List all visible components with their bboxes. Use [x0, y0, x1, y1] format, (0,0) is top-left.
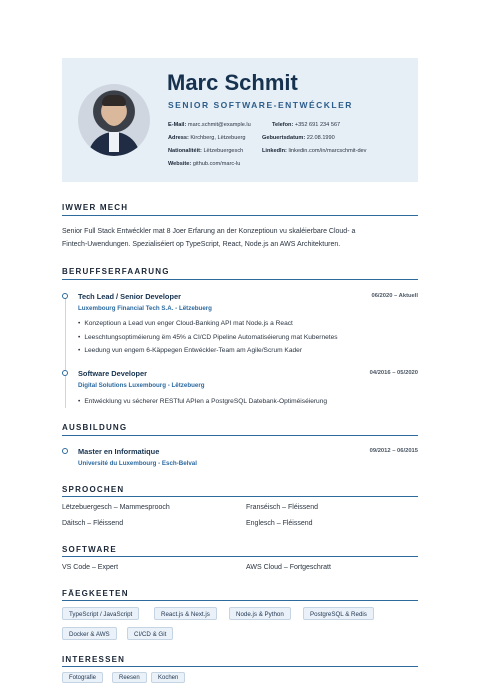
linkedin-label: LinkedIn: — [262, 148, 287, 154]
email-value[interactable]: marc.schmit@example.lu — [187, 122, 251, 128]
job-1-title: Tech Lead / Senior Developer — [78, 292, 181, 301]
job-2-marker — [62, 370, 68, 376]
linkedin-line — [262, 148, 366, 154]
nationality-value: Lëtzebuergesch — [203, 148, 244, 154]
phone-value[interactable]: +352 691 234 567 — [294, 122, 341, 128]
language-item-4: Englesch – Fléissend — [246, 520, 313, 527]
person-name: Marc Schmit — [167, 70, 298, 95]
email-label: E-Mail: — [168, 122, 187, 128]
header-panel — [62, 58, 418, 182]
language-item-3: Däitsch – Fléissend — [62, 520, 124, 527]
skill-tag: React.js & Next.js — [154, 607, 217, 620]
linkedin-value[interactable]: linkedin.com/in/marcschmit-dev — [288, 148, 367, 154]
language-item-2: Franséisch – Fléissend — [246, 504, 318, 511]
phone-line — [272, 122, 340, 128]
address-label: Adress: — [168, 135, 189, 141]
software-rule — [62, 556, 418, 557]
experience-rule — [62, 279, 418, 280]
address-value: Kirchberg, Lëtzebuerg — [190, 135, 246, 141]
person-role: SENIOR SOFTWARE-ENTWÉCKLER — [168, 100, 353, 110]
languages-rule — [62, 496, 418, 497]
job-2-date: 04/2016 – 05/2020 — [369, 370, 418, 376]
interests-title: INTERESSEN — [62, 655, 126, 664]
education-degree: Master en Informatique — [78, 447, 160, 456]
website-label: Website: — [168, 161, 192, 167]
skills-title: FÄEGKEETEN — [62, 589, 129, 598]
education-date: 09/2012 – 06/2015 — [369, 448, 418, 454]
job-2-title: Software Developer — [78, 369, 148, 378]
job-1-marker — [62, 293, 68, 299]
skill-tag: PostgreSQL & Redis — [303, 607, 374, 620]
about-line-2: Fintech-Uwendungen. Spezialiséiert op TypeScript, React, Node.js an AWS Architekturen. — [62, 241, 341, 248]
job-1-company: Luxembourg Financial Tech S.A. - Lëtzebuerg — [78, 305, 212, 312]
phone-label: Telefon: — [272, 122, 294, 128]
interests-rule — [62, 666, 418, 667]
nationality-line — [168, 148, 243, 154]
about-line-1: Senior Full Stack Entwéckler mat 8 Joer Erfarung an der Konzeptioun vu skaléierbare Cloud- a — [62, 228, 356, 235]
address-line — [168, 135, 245, 141]
job-1-bullet-3: • Leedung vun engem 6-Käppegen Entwéckler-Team am Agile/Scrum Kader — [78, 347, 302, 354]
skill-tag: TypeScript / JavaScript — [62, 607, 139, 620]
education-school: Université du Luxembourg - Esch-Belval — [78, 460, 197, 467]
experience-timeline — [65, 298, 66, 408]
photo-shirt — [109, 132, 119, 152]
website-line — [168, 161, 240, 167]
education-rule — [62, 435, 418, 436]
birth-value: 22.08.1990 — [306, 135, 335, 141]
website-value[interactable]: github.com/marc-lu — [192, 161, 241, 167]
photo-hair — [102, 95, 126, 106]
language-item-1: Lëtzebuergesch – Mammesprooch — [62, 504, 170, 511]
skill-tag: CI/CD & Git — [127, 627, 173, 640]
job-2-company: Digital Solutions Luxembourg - Lëtzebuerg — [78, 382, 205, 389]
nationality-label: Nationalitéit: — [168, 148, 202, 154]
job-2-bullet-1: • Entwécklung vu sécherer RESTful APIen a PostgreSQL Datebank-Optiméiséierung — [78, 398, 327, 405]
email-line — [168, 122, 251, 128]
interest-tag: Kochen — [151, 672, 185, 683]
education-title: AUSBILDUNG — [62, 423, 128, 432]
education-marker — [62, 448, 68, 454]
job-1-bullet-2: • Leeschtungsoptiméierung ëm 45% a CI/CD Pipeline Automatiséierung mat Kubernetes — [78, 334, 338, 341]
job-1-date: 06/2020 – Aktuell — [371, 293, 418, 299]
birth-line — [262, 135, 335, 141]
about-rule — [62, 215, 418, 216]
job-1-bullet-1: • Konzeptioun a Lead vun enger Cloud-Banking API mat Node.js a React — [78, 320, 293, 327]
about-title: IWWER MECH — [62, 203, 129, 212]
software-item-1: VS Code – Expert — [62, 564, 119, 571]
skill-tag: Node.js & Python — [229, 607, 291, 620]
interest-tag: Reesen — [112, 672, 147, 683]
skill-tag: Docker & AWS — [62, 627, 117, 640]
experience-title: BERUFFSERFAARUNG — [62, 267, 170, 276]
software-title: SOFTWARE — [62, 545, 117, 554]
software-item-2: AWS Cloud – Fortgeschratt — [246, 564, 331, 571]
languages-title: SPROOCHEN — [62, 485, 125, 494]
birth-label: Gebuertsdatum: — [262, 135, 306, 141]
profile-photo — [78, 84, 150, 156]
skills-rule — [62, 600, 418, 601]
interest-tag: Fotografie — [62, 672, 103, 683]
